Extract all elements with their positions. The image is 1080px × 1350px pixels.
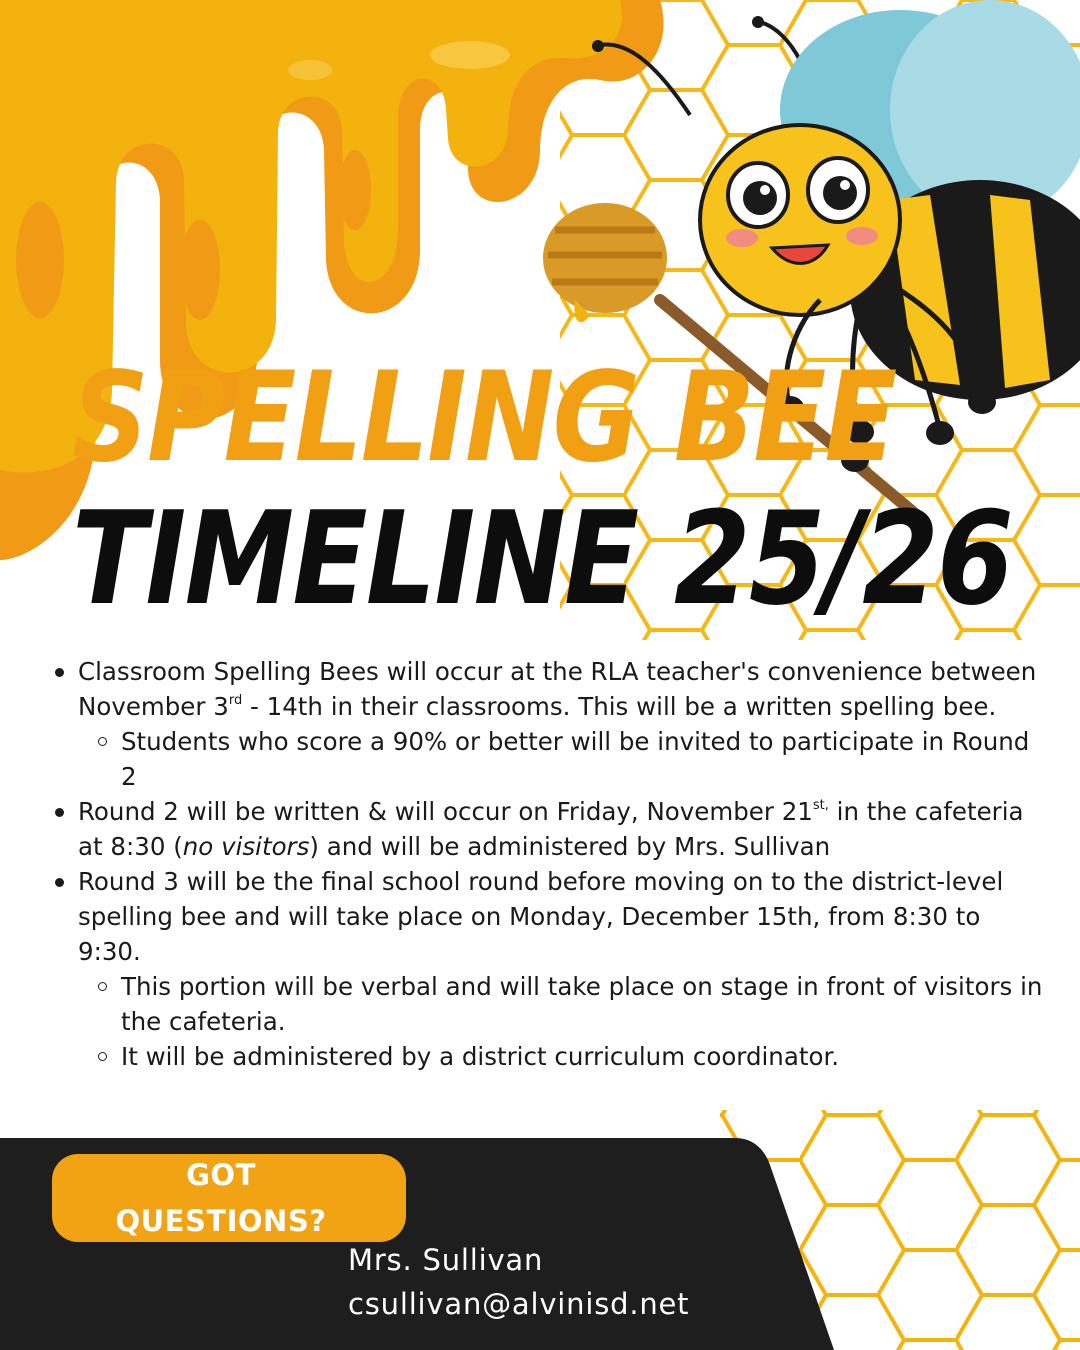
list-item-round2: Round 2 will be written & will occur on Friday, November $21^{st,}$ in the cafeteria at 8:30 (no visitors) and will be administered by Mrs. Sullivan	[48, 794, 1048, 864]
sub-item-coordinator: It will be administered by a district curriculum coordinator.	[48, 1039, 1048, 1074]
sub-item-verbal-stage: This portion will be verbal and will take place on stage in front of visitors in the cafeteria.	[48, 969, 1048, 1039]
cta-line-2: QUESTIONS?	[115, 1204, 327, 1238]
contact-name: Mrs. Sullivan	[348, 1243, 544, 1277]
got-questions-badge	[52, 1154, 406, 1242]
list-item-classroom-bees: Classroom Spelling Bees will occur at the RLA teacher's convenience between November 3rd - 14th in their classrooms. This will be a written spelling bee.	[48, 654, 1048, 724]
sub-item-round2-qualify: Students who score a 90% or better will be invited to participate in Round 2	[48, 724, 1048, 794]
cta-line-1: GOT	[186, 1158, 256, 1192]
title-timeline: TIMELINE 25/26	[72, 485, 1013, 634]
list-item-round3: Round 3 will be the final school round before moving on to the district-level spelling bee and will take place on Monday, December 15th, from 8:30 to 9:30.	[48, 864, 1048, 969]
title-spelling-bee: SPELLING BEE	[72, 346, 896, 490]
contact-email-link[interactable]: csullivan@alvinisd.net	[348, 1287, 690, 1321]
